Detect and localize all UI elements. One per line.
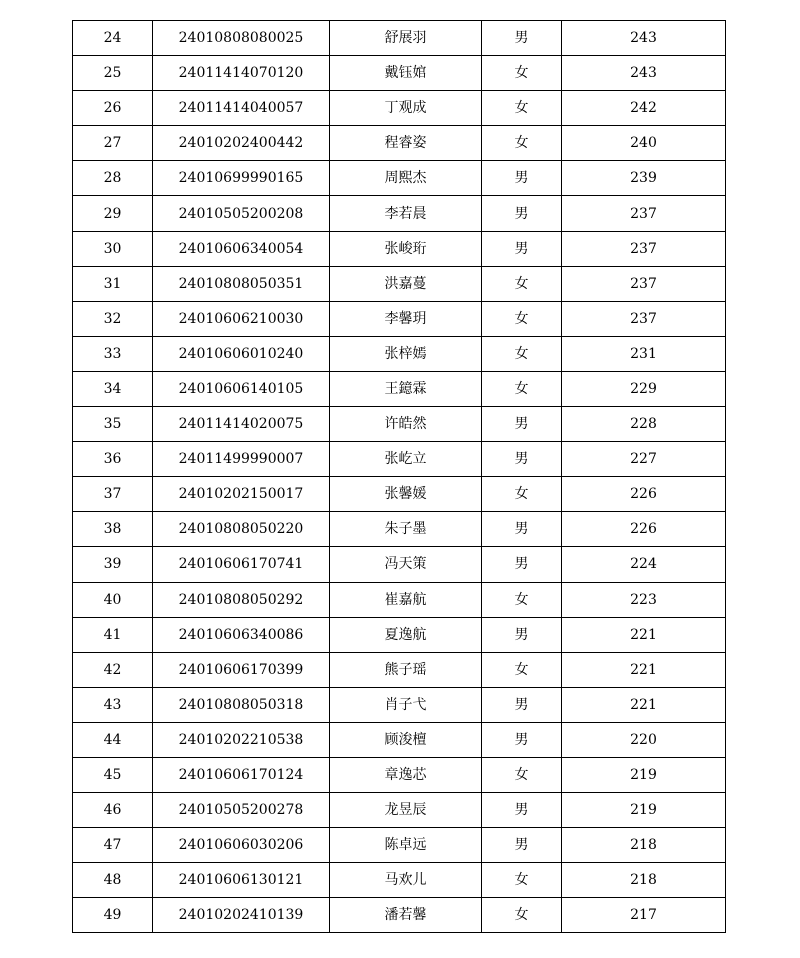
student-id-cell: 24011414040057 (153, 91, 330, 126)
table-row (73, 757, 726, 792)
student-id-cell: 24010808050351 (153, 266, 330, 301)
rank-cell: 31 (73, 266, 153, 301)
table-row (73, 56, 726, 91)
student-id-cell: 24011499990007 (153, 442, 330, 477)
gender-cell: 女 (482, 582, 562, 617)
name-cell: 张屹立 (330, 442, 482, 477)
table-row (73, 828, 726, 863)
rank-cell: 32 (73, 301, 153, 336)
name-cell: 丁观成 (330, 91, 482, 126)
table-row (73, 442, 726, 477)
rank-cell: 30 (73, 231, 153, 266)
table-row (73, 91, 726, 126)
name-cell: 张峻珩 (330, 231, 482, 266)
table-row (73, 161, 726, 196)
score-cell: 227 (562, 442, 726, 477)
rank-cell: 35 (73, 407, 153, 442)
rank-cell: 24 (73, 21, 153, 56)
rank-cell: 44 (73, 722, 153, 757)
rank-cell: 36 (73, 442, 153, 477)
gender-cell: 女 (482, 477, 562, 512)
table-row (73, 687, 726, 722)
table-row (73, 652, 726, 687)
table-row (73, 301, 726, 336)
score-cell: 243 (562, 56, 726, 91)
name-cell: 顾浚檀 (330, 722, 482, 757)
student-id-cell: 24010606170399 (153, 652, 330, 687)
gender-cell: 男 (482, 617, 562, 652)
gender-cell: 女 (482, 336, 562, 371)
rank-cell: 46 (73, 793, 153, 828)
gender-cell: 男 (482, 828, 562, 863)
student-id-cell: 24010202400442 (153, 126, 330, 161)
table-row (73, 898, 726, 933)
name-cell: 王鐿霖 (330, 371, 482, 406)
score-cell: 242 (562, 91, 726, 126)
student-id-cell: 24010505200278 (153, 793, 330, 828)
gender-cell: 男 (482, 512, 562, 547)
name-cell: 陈卓远 (330, 828, 482, 863)
rank-cell: 48 (73, 863, 153, 898)
rank-cell: 28 (73, 161, 153, 196)
student-id-cell: 24010699990165 (153, 161, 330, 196)
table-row (73, 231, 726, 266)
name-cell: 张梓嫣 (330, 336, 482, 371)
gender-cell: 男 (482, 442, 562, 477)
table-row (73, 126, 726, 161)
student-id-cell: 24010606140105 (153, 371, 330, 406)
gender-cell: 男 (482, 161, 562, 196)
table-row (73, 793, 726, 828)
rank-cell: 40 (73, 582, 153, 617)
gender-cell: 男 (482, 231, 562, 266)
table-row (73, 21, 726, 56)
name-cell: 戴钰婠 (330, 56, 482, 91)
gender-cell: 男 (482, 21, 562, 56)
score-cell: 218 (562, 863, 726, 898)
score-cell: 218 (562, 828, 726, 863)
score-cell: 217 (562, 898, 726, 933)
score-table (72, 20, 726, 933)
score-cell: 237 (562, 301, 726, 336)
table-row (73, 371, 726, 406)
rank-cell: 43 (73, 687, 153, 722)
name-cell: 周熙杰 (330, 161, 482, 196)
table-row (73, 407, 726, 442)
student-id-cell: 24010202150017 (153, 477, 330, 512)
score-cell: 224 (562, 547, 726, 582)
score-cell: 237 (562, 266, 726, 301)
gender-cell: 男 (482, 687, 562, 722)
gender-cell: 女 (482, 91, 562, 126)
student-id-cell: 24010606030206 (153, 828, 330, 863)
rank-cell: 27 (73, 126, 153, 161)
rank-cell: 38 (73, 512, 153, 547)
student-id-cell: 24010808050220 (153, 512, 330, 547)
gender-cell: 女 (482, 757, 562, 792)
name-cell: 章逸芯 (330, 757, 482, 792)
table-body (73, 21, 726, 933)
gender-cell: 男 (482, 547, 562, 582)
gender-cell: 男 (482, 722, 562, 757)
table-row (73, 863, 726, 898)
rank-cell: 29 (73, 196, 153, 231)
table-row (73, 512, 726, 547)
score-cell: 226 (562, 512, 726, 547)
name-cell: 洪嘉蔓 (330, 266, 482, 301)
gender-cell: 女 (482, 371, 562, 406)
score-cell: 221 (562, 687, 726, 722)
student-id-cell: 24011414020075 (153, 407, 330, 442)
table-row (73, 722, 726, 757)
student-id-cell: 24010808050292 (153, 582, 330, 617)
table-row (73, 547, 726, 582)
student-id-cell: 24010606340086 (153, 617, 330, 652)
score-cell: 229 (562, 371, 726, 406)
name-cell: 肖子弋 (330, 687, 482, 722)
student-id-cell: 24010606010240 (153, 336, 330, 371)
name-cell: 李馨玥 (330, 301, 482, 336)
rank-cell: 37 (73, 477, 153, 512)
score-cell: 243 (562, 21, 726, 56)
rank-cell: 26 (73, 91, 153, 126)
name-cell: 李若晨 (330, 196, 482, 231)
name-cell: 潘若馨 (330, 898, 482, 933)
score-cell: 240 (562, 126, 726, 161)
rank-cell: 25 (73, 56, 153, 91)
rank-cell: 45 (73, 757, 153, 792)
gender-cell: 女 (482, 301, 562, 336)
student-id-cell: 24010202210538 (153, 722, 330, 757)
student-id-cell: 24010606210030 (153, 301, 330, 336)
score-cell: 219 (562, 757, 726, 792)
gender-cell: 女 (482, 652, 562, 687)
rank-cell: 42 (73, 652, 153, 687)
score-cell: 226 (562, 477, 726, 512)
table-row (73, 617, 726, 652)
name-cell: 熊子瑶 (330, 652, 482, 687)
gender-cell: 女 (482, 126, 562, 161)
rank-cell: 41 (73, 617, 153, 652)
score-cell: 221 (562, 617, 726, 652)
student-id-cell: 24010606170741 (153, 547, 330, 582)
gender-cell: 男 (482, 793, 562, 828)
student-id-cell: 24010505200208 (153, 196, 330, 231)
table-row (73, 336, 726, 371)
name-cell: 许皓然 (330, 407, 482, 442)
name-cell: 夏逸航 (330, 617, 482, 652)
gender-cell: 男 (482, 196, 562, 231)
student-id-cell: 24010606130121 (153, 863, 330, 898)
table-row (73, 196, 726, 231)
score-cell: 237 (562, 231, 726, 266)
student-id-cell: 24010202410139 (153, 898, 330, 933)
student-id-cell: 24010606340054 (153, 231, 330, 266)
rank-cell: 39 (73, 547, 153, 582)
student-id-cell: 24010808050318 (153, 687, 330, 722)
score-cell: 221 (562, 652, 726, 687)
name-cell: 龙昱辰 (330, 793, 482, 828)
name-cell: 舒展羽 (330, 21, 482, 56)
gender-cell: 女 (482, 266, 562, 301)
name-cell: 程睿姿 (330, 126, 482, 161)
student-id-cell: 24010808080025 (153, 21, 330, 56)
rank-cell: 49 (73, 898, 153, 933)
name-cell: 崔嘉航 (330, 582, 482, 617)
rank-cell: 33 (73, 336, 153, 371)
rank-cell: 47 (73, 828, 153, 863)
score-cell: 219 (562, 793, 726, 828)
name-cell: 冯天策 (330, 547, 482, 582)
score-cell: 239 (562, 161, 726, 196)
rank-cell: 34 (73, 371, 153, 406)
gender-cell: 女 (482, 56, 562, 91)
score-cell: 223 (562, 582, 726, 617)
score-cell: 231 (562, 336, 726, 371)
score-cell: 220 (562, 722, 726, 757)
table-row (73, 266, 726, 301)
student-id-cell: 24010606170124 (153, 757, 330, 792)
name-cell: 马欢儿 (330, 863, 482, 898)
score-cell: 228 (562, 407, 726, 442)
gender-cell: 女 (482, 898, 562, 933)
table-row (73, 582, 726, 617)
gender-cell: 男 (482, 407, 562, 442)
name-cell: 张馨媛 (330, 477, 482, 512)
score-cell: 237 (562, 196, 726, 231)
name-cell: 朱子墨 (330, 512, 482, 547)
table-row (73, 477, 726, 512)
gender-cell: 女 (482, 863, 562, 898)
student-id-cell: 24011414070120 (153, 56, 330, 91)
